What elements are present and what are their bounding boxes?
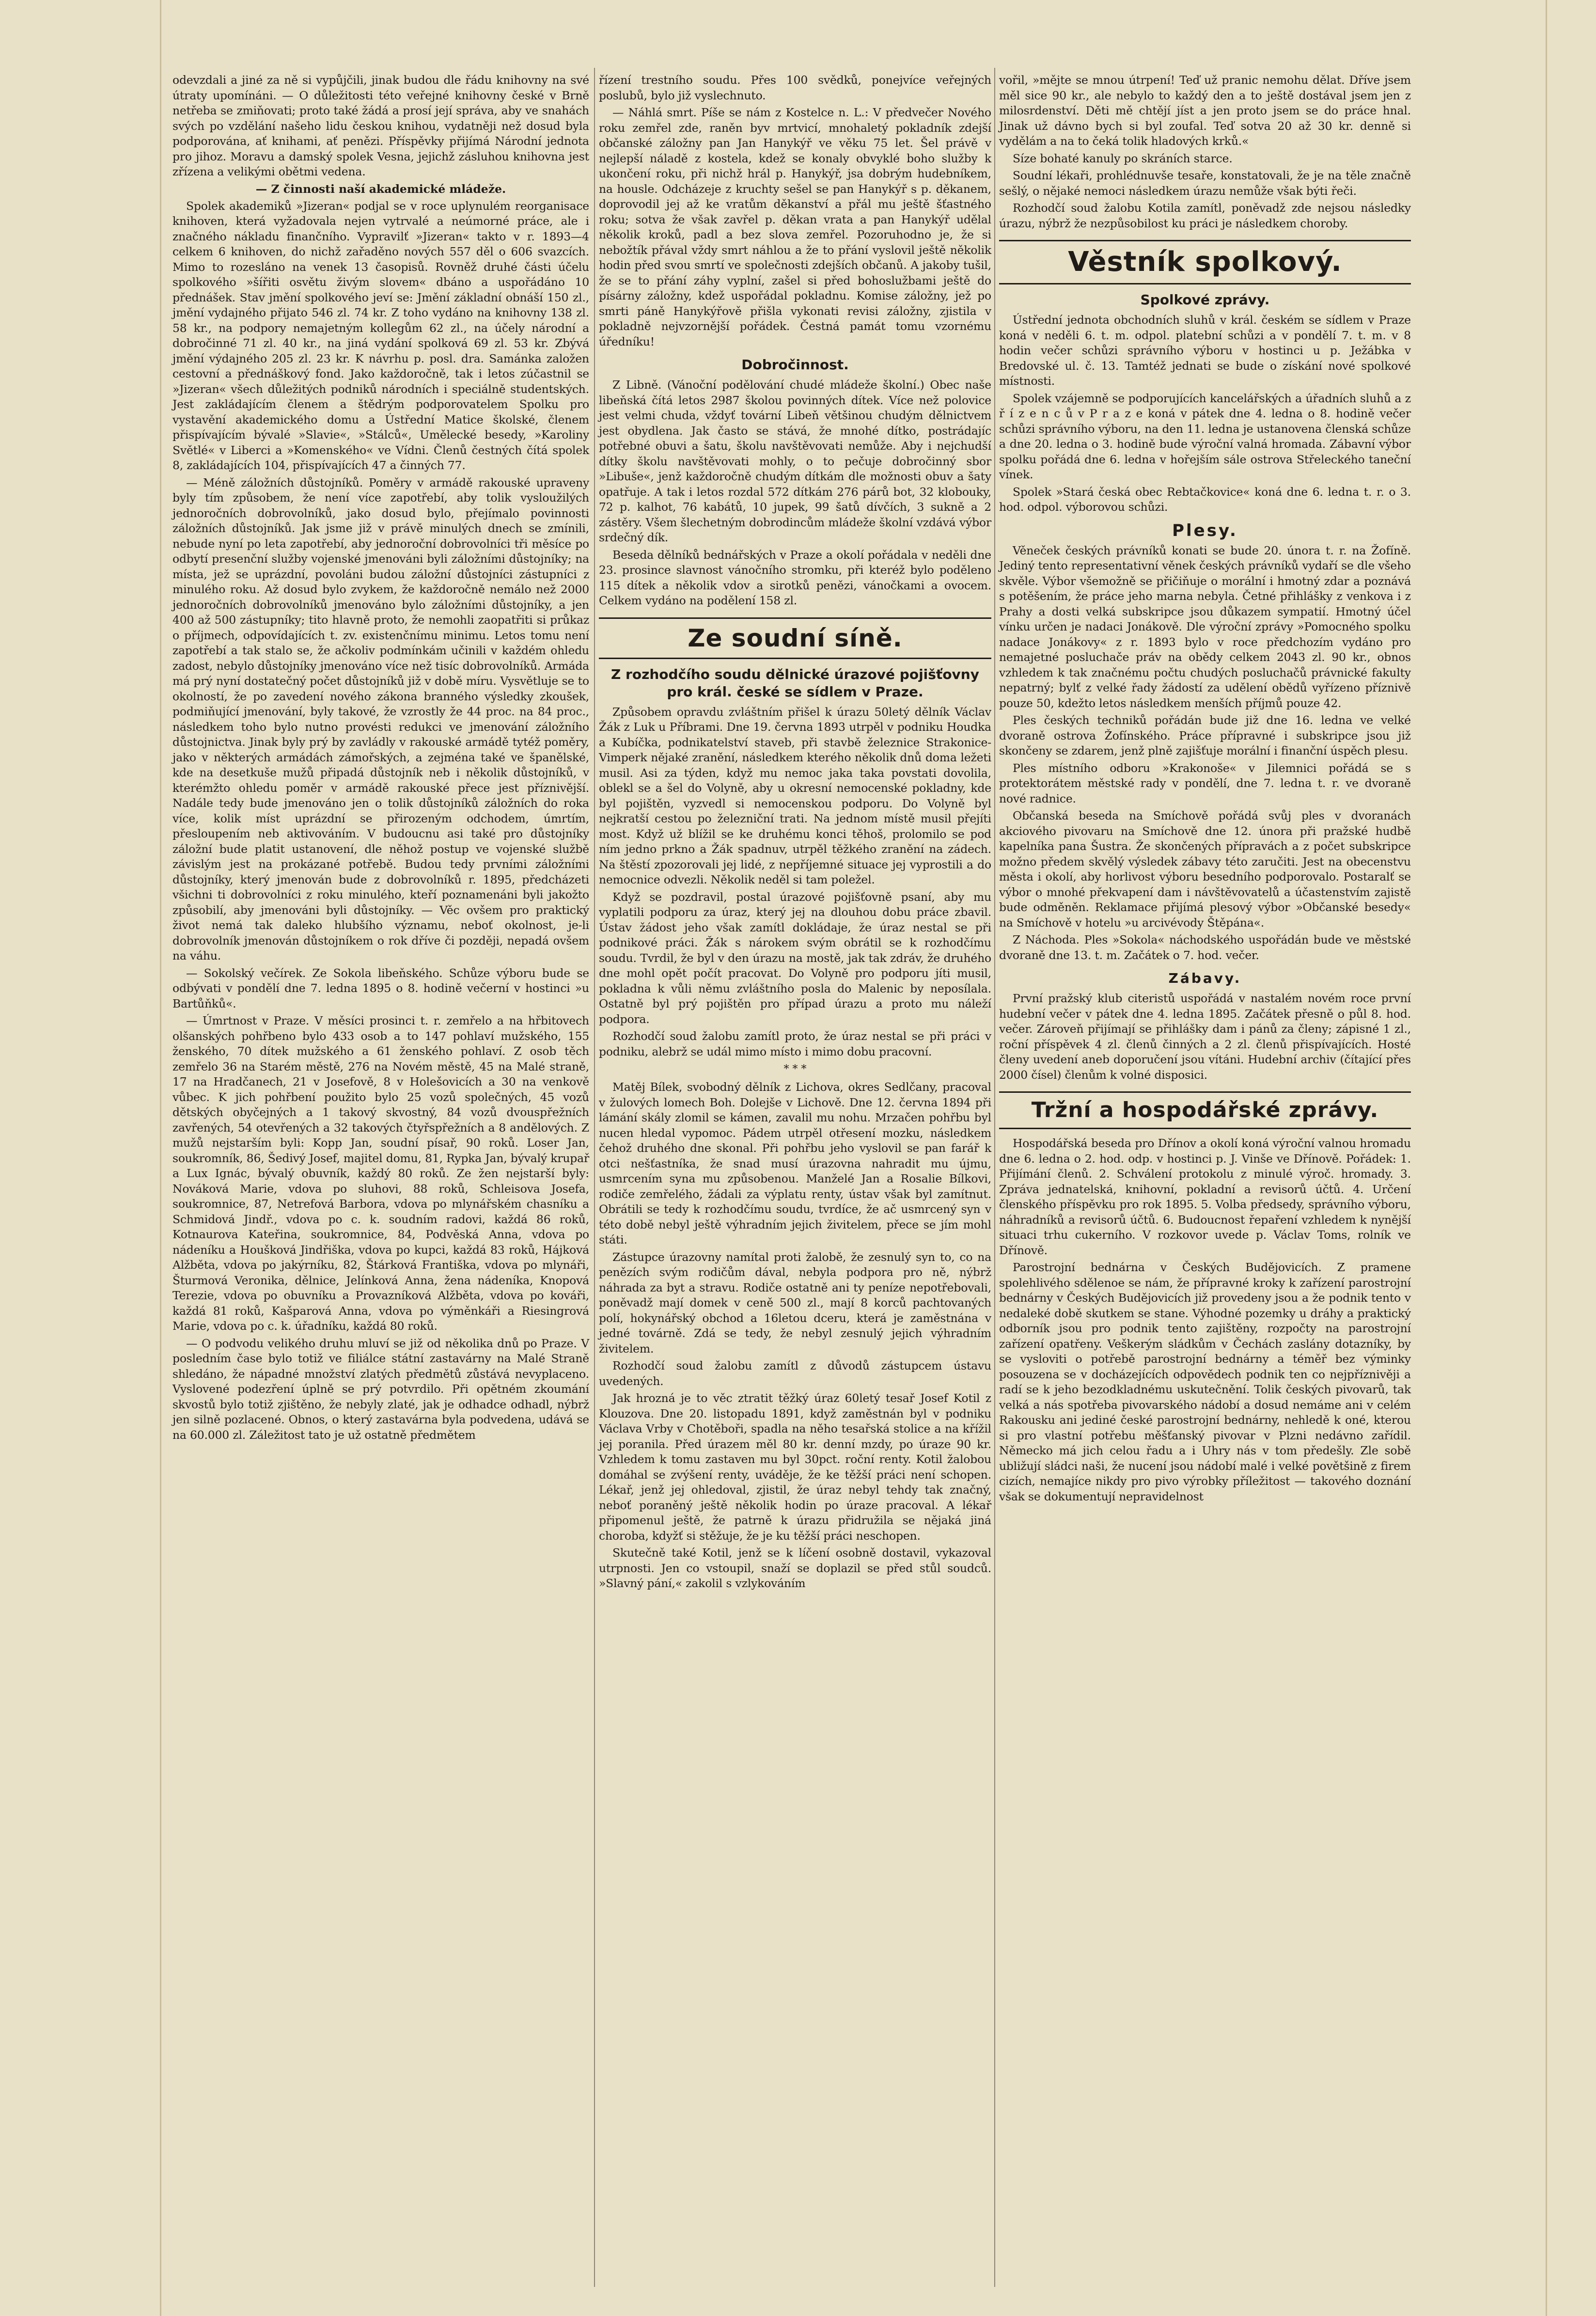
paragraph: Občanská beseda na Smíchově pořádá svůj ples v dvoranách akciového pivovaru na Smíchově dne 12. února při pražské hudbě kapelníka pana Šustra. Že skončených přípravách a z počet subskripce možno předem skvělý výsledek zábavy této zaručiti. Jest na obecenstvu města i okolí, aby horlivost výboru besedního podporovalo. Postaralť se výbor o mnohé překvapení dam i návštěvovatelů a účastenstvím zajistě bude odměněn. Reklamace přijímá plesový výbor »Občanské besedy« na Smíchově v hotelu »u arcivévody Štěpána«. [999, 809, 1411, 930]
page-fold-left [160, 0, 161, 2316]
paragraph: Zástupce úrazovny namítal proti žalobě, že zesnulý syn to, co na penězích svým rodičům dával, nebyla podpora pro ně, nýbrž náhrada za byt a stravu. Rodiče ostatně ani ty peníze nepotřebovali, poněvadž mají domek v ceně 500 zl., mají 8 korců pachtovaných polí, hokynářský obchod a 16letou dceru, která je zaměstnána v jedné továrně. Zdá se tedy, že nebyl zesnulý jejich výhradním živitelem. [599, 1250, 991, 1355]
paragraph: Soudní lékaři, prohlédnuvše tesaře, konstatovali, že je na těle značně sešlý, o nějaké nemoci následkem úrazu nemůže však býti řeči. [999, 169, 1411, 198]
paragraph: Skutečně také Kotil, jenž se k líčení osobně dostavil, vykazoval utrpnosti. Jen co vstoupil, snaží se doplazil se před stůl soudců. »Slavný pání,« zakolil s vzlykováním [599, 1546, 991, 1590]
paragraph: Z Libně. (Vánoční podělování chudé mládeže školní.) Obec naše libeňská čítá letos 2987 školou povinných dítek. Více než polovice jest velmi chuda, vždyť tovární Libeň většinou chudým dělnictvem jest obydlena. Jak často se stává, že mnohé dítko, postrádajíc potřebné obuvi a šatu, školu navštěvovati nemůže. Aby i nejchudší dítky školu navštěvovati mohly, o to pečuje dobročinný sbor »Libuše«, jenž každoročně chudým dítkám dle možnosti obuv a šaty opatřuje. A tak i letos rozdal 572 dítkám 276 párů bot, 32 klobouky, 72 p. kalhot, 76 kabátů, 10 jupek, 99 šatů dívčích, 3 sukně a 2 zástěry. Všem šlechetným dobrodincům mládeže školní vzdává výbor srdečný dík. [599, 378, 991, 544]
paragraph: odevzdali a jiné za ně si vypůjčili, jinak budou dle řádu knihovny na své útraty upomínáni. — O důležitosti této veřejné knihovny české v Brně netřeba se zmiňovati; proto také žádá a prosí její správa, aby ve snahách svých po vzdělání našeho lidu českou knihou, vydatněji než dosud byla podporována, ať knihami, ať penězi. Příspěvky přijímá Národní jednota pro jihoz. Moravu a damský spolek Vesna, jejichž zásluhou knihovna jest zřízena a velikými obětmi vedena. [172, 73, 589, 178]
paragraph: Parostrojní bednárna v Českých Budějovicích. Z pramene spolehlivého sdělenoe se nám, že přípravné kroky k zařízení parostrojní bednárny v Českých Budějovicích již provedeny jsou a že podnik tento v nedaleké době skutkem se stane. Výhodné pozemky u dráhy a praktický odborník jsou pro podnik tento zajištěny, rozpočty na parostrojní zařízení opatřeny. Veškerým sládkům v Čechách zaslány dotazníky, by se vysloviti o potřebě parostrojní bednárny a téměř bez výminky posouzena se v docházejících odpovědech podnik ten co nejpříznivěji a radí se k jeho bezodkladnému uskutečnění. Tolik českých pivovarů, tak velká a nás spotřeba pivovarského nádobí a dosud nemáme ani v celém Rakousku ani jediné české parostrojní bednárny, nehledě k oné, kterou si pro vlastní potřebu měšťanský pivovar v Plzni nedávno zařídil. Německo má jich celou řadu a i Uhry nás v tom předešly. Zle sobě ubližují sládci naši, že nucení jsou nádobí malé i velké povětšině z firem cizích, nemajíce nikdy pro pivo výrobky příležitost — takového doznání však se dokumentují nepravidelnost [999, 1260, 1411, 1503]
column-1 [172, 73, 589, 1445]
column-2 [599, 73, 991, 1593]
paragraph: Spolek akademiků »Jizeran« podjal se v roce uplynulém reorganisace knihoven, která vyžadovala nejen vytrvalé a neúmorné práce, ale i značného nákladu finančního. Vypravilť »Jizeran« takto v r. 1893—4 celkem 6 knihoven, do nichž zařaděno nových 557 děl o 606 svazcích. Mimo to rozesláno na venek 13 časopisů. Rovněž druhé části účelu spolkového »šířiti osvětu živým slovem« dbáno a uspořádáno 10 přednášek. Stav jmění spolkového jeví se: Jmění základní obnáší 150 zl., jmění vydajného přijato 546 zl. 74 kr. Z toho vydáno na knihovny 138 zl. 58 kr., na podpory nemajetným kollegům 62 zl., na účely národní a dobročinné 71 zl. 40 kr., na jiná vydání spolková 69 zl. 53 kr. Zbývá jmění výdajného 205 zl. 23 kr. K návrhu p. posl. dra. Samánka založen cestovní a přednáškový fond. Jako každoročně, tak i letos zúčastnil se »Jizeran« všech důležitých podniků národních i speciálně studentských. Jest zakládajícím členem a štědrým podporovatelem Spolku pro vystavění akademického domu a Ústřední Matice školské, členem přispívajícím bývalé »Slavie«, »Stálců«, Umělecké besedy, »Karoliny Světlé« v Liberci a »Komenského« ve Vídni. Členů čestných čítá spolek 8, zakládajících 104, přispívajících 47 a činných 77. [172, 199, 589, 472]
paragraph: Rozhodčí soud žalobu Kotila zamítl, poněvadž zde nejsou následky úrazu, nýbrž že nezpůsobilost ku práci je následkem choroby. [999, 201, 1411, 230]
paragraph: řízení trestního soudu. Přes 100 svědků, ponejvíce veřejných poslubů, bylo již vyslechnuto. [599, 73, 991, 102]
paragraph: — Méně záložních důstojníků. Poměry v armádě rakouské upraveny byly tím způsobem, že není více zapotřebí, aby tolik vysloužilých jednoročních dobrovolníků, jako dosud bylo, přejímalo povinnosti záložních důstojníků. Jak jsme již v právě minulých dnech se zmínili, nebude nyní po leta zapotřebí, aby jednoroční dobrovolníci tři měsíce po odbytí presenční služby vojenské jmenováni byli záložními důstojníky; na místa, jež se uprázdní, povoláni budou záložní důstojníci zástupníci z minulého roku. Až dosud bylo zvykem, že každoročně nemálo než 2000 jednoročních dobrovolníků jmenováno bylo záložními důstojníky, a jen 400 až 500 zástupníky; tito hlavně proto, že nemohli zaopatřiti si průkaz o příjmech, odpovídajících t. zv. existenčnímu minimu. Letos tomu není zapotřebí a tak stalo se, že ačkoliv podmínkám učinili v každém ohledu zadost, nebylo důstojníky jmenováno více než tisíc dobrovolníků. Armáda má prý nyní dostatečný počet důstojníků již v době míru. Vysvětluje se to okolností, že po zavedení nového zákona branného výsledky zkoušek, podmiňující jmenování, byly takové, že vzrostly že 44 proc. na 84 proc., následkem toho bylo nutno provésti redukci ve jmenování záložního důstojnictva. Jinak byly prý by zavládly v rakouské armádě tytéž poměry, jako v některých armádách zámořských, a zejména také ve španělské, kde na desetkuše mužů připadá důstojník neb i několik důstojníků, v kterémžto ohledu poměr v armádě rakouské přece jest příznivější. Nadále tedy bude jmenováno jen o tolik důstojníků záložních do roka více, kolik míst uprázdní se přirozeným odchodem, úmrtím, přesloupením neb aktivováním. V budoucnu asi také pro důstojníky záložní bude platit ustanovení, dle něhož postup ve vojenské službě závislým jest na prokázané potřebě. Budou tedy prvními záložními důstojníky, který jmenován bude z dobrovolníků r. 1895, předcházeti všichni ti dobrovolníci z roku minulého, kteří poznamenáni byli jakožto způsobilí, aby jmenováni byli důstojníky. — Věc ovšem pro praktický život nemá tak daleko hlubšího významu, neboť okolnost, je-li dobrovolník jmenován důstojníkem o rok dříve či později, nepadá ovšem na váhu. [172, 475, 589, 962]
paragraph: Ples místního odboru »Krakonoše« v Jilemnici pořádá se s protektorátem městské rady v pondělí, dne 7. ledna t. r. ve dvoraně nové radnice. [999, 761, 1411, 805]
paragraph: Rozhodčí soud žalobu zamítl z důvodů zástupcem ústavu uvedených. [599, 1359, 991, 1388]
section-banner: Tržní a hospodářské zprávy. [999, 1091, 1411, 1129]
paragraph: vořil, »mějte se mnou útrpení! Teď už pranic nemohu dělat. Dříve jsem měl sice 90 kr., ale nebylo to každý den a to ještě dostával jsem jen z milosrdenství. Děti mě chtějí jíst a jen proto jsem se do práce hnal. Jinak už dávno bych si byl zoufal. Teď sotva 20 až 30 kr. denně si vydělám a na to čeká tolik hladových krků.« [999, 73, 1411, 148]
paragraph: Způsobem opravdu zvláštním přišel k úrazu 50letý dělník Václav Žák z Luk u Příbrami. Dne 19. června 1893 utrpěl v podniku Houdka a Kubíčka, podnikatelství staveb, při stavbě železnice Strakonice-Vimperk nějaké zranění, následkem kterého několik dnů doma ležeti musil. Asi za týden, když mu nemoc jaka taka povstati dovolila, oblekl se a šel do Volyně, aby u okresní nemocenské pokladny, kde byl pojištěn, vyzvedl si nemocenskou podporu. Do Volyně byl nejkratší cestou po železniční trati. Na jednom místě musil přejíti most. Když už blížil se ke druhému konci těhoš, prolomilo se pod ním jedno prkno a Žák spadnuv, utrpěl těžkého zranění na zádech. Na štěstí zpozorovali jej lidé, z nepříjemné situace jej vyprostili a do nemocnice odvezli. Několik neděl si tam poležel. [599, 705, 991, 886]
separator-stars: * * * [783, 1063, 807, 1075]
paragraph: — Sokolský večírek. Ze Sokola libeňského. Schůze výboru bude se odbývati v pondělí dne 7. ledna 1895 o 8. hodině večerní v hostinci »u Bartůňků«. [172, 966, 589, 1010]
section-heading: Dobročinnost. [741, 357, 849, 373]
paragraph: Síze bohaté kanuly po skráních starce. [1013, 151, 1233, 165]
page-fold-right [1546, 0, 1547, 2316]
section-heading: Spolkové zprávy. [1140, 292, 1270, 308]
paragraph: Když se pozdravil, postal úrazové pojišťovně psaní, aby mu vyplatili podporu za úraz, který jej na dlouhou dobu práce zbavil. Ústav žádost jeho však zamítl dokládaje, že úraz nestal se při podnikové práci. Žák s nárokem svým obrátil se k rozhodčímu soudu. Tvrdil, že byl v den úrazu na mostě, jak tak zdráv, že druhého dne mohl opět počít pracovat. Do Volyně pro podporu jíti musil, pokladna k vůli němu zvláštního posla do Malenic by neposílala. Ostatně byl prý pojištěn pro případ úrazu a proto mu náleží podpora. [599, 890, 991, 1026]
column-rule-1 [594, 68, 595, 2287]
paragraph: Spolek »Stará česká obec Rebtačkovice« koná dne 6. ledna t. r. o 3. hod. odpol. výborovou schůzi. [999, 485, 1411, 514]
column-3 [999, 73, 1411, 1506]
column-rule-2 [994, 68, 995, 2287]
section-banner: Ze soudní síně. [599, 617, 991, 659]
paragraph: — O podvodu velikého druhu mluví se již od několika dnů po Praze. V posledním čase bylo totiž ve filiálce státní zastavárny na Malé Straně shledáno, že nápadné množství zlatých předmětů zůstává nevyplaceno. Vyslovené podezření úplně se prý potvrdilo. Při opětném zkoumání skvostů bylo totiž zjištěno, že nebyly zlaté, jak je odhadce odhadl, nýbrž jen silně pozlacené. Obnos, o který zastavárna byla podvedena, udává se na 60.000 zl. Záležitost tato je už ostatně předmětem [172, 1336, 589, 1442]
section-banner: Věstník spolkový. [999, 240, 1411, 284]
paragraph: — Náhlá smrt. Píše se nám z Kostelce n. L.: V předvečer Nového roku zemřel zde, raněn byv mrtvicí, mnohaletý pokladník zdejší občanské záložny pan Jan Hanykýř ve věku 75 let. Šel právě v nejlepší náladě z kostela, kdež se konaly obvyklé boho služby k ukončení roku, při nichž hrál p. Hanykýř, jsa dobrým hudebníkem, na housle. Odcházeje z kruchty sešel se pan Hanykýř s p. děkanem, doprovodil jej až ke vratům děkanství a přál mu ještě šťastného roku; sotva že však zavřel p. děkan vrata a pan Hanykýř udělal několik kroků, padl a bez slova zemřel. Pozoruhodno je, že si nebožtík přával vždy smrt náhlou a že to přání vyslovil ještě několik hodin před svou smrtí ve společnosti zdejších občanů. A jakoby tušil, že se to přání záhy vyplní, zašel si před bohoslužbami ještě do písárny záložny, kdež uspořádal pokladnu. Komise záložny, jež po smrti páně Hanykýřově přišla vykonati revisi záložny, zjistila v pokladně nejvzornější pořádek. Čestná památ tomu vzornému úředníku! [599, 106, 991, 348]
paragraph: Ústřední jednota obchodních sluhů v král. českém se sídlem v Praze koná v neděli 6. t. m. odpol. platební schůzi a v pondělí 7. t. m. v 8 hodin večer schůzi správního výboru v hostinci u p. Ježábka v Bredovské ul. č. 13. Tamtéž jednati se bude o získání nové spolkové místnosti. [999, 313, 1411, 388]
paragraph: Matěj Bílek, svobodný dělník z Lichova, okres Sedlčany, pracoval v žulových lomech Boh. Dolejše v Lichově. Dne 12. června 1894 při lámání skály zlomil se kámen, zavalil mu nohu. Mrzačen pohřbu byl nucen hledal vypomoc. Pádem utrpěl otřesení mozku, následkem čehož druhého dne skonal. Při pohřbu jeho vyslovil se pan farář k otci nešťastníka, že snad musí úrazovna nahradit mu újmu, usmrcením syna mu způsobenou. Manželé Jan a Rosalie Bílkovi, rodiče zemřelého, žádali za výplatu renty, ústav však byl zamítnut. Obrátili se tedy k rozhodčímu soudu, tvrdíce, že ač usmrcený syn v této době nebyl ještě výhradním jejich živitelem, přece se jím mohl státi. [599, 1080, 991, 1246]
paragraph: — Úmrtnost v Praze. V měsíci prosinci t. r. zemřelo a na hřbitovech olšanských pohřbeno bylo 433 osob a to 147 pohlaví mužského, 155 ženského, 70 dítek mužského a 61 ženského pohlaví. Z osob těch zemřelo 36 na Starém městě, 276 na Novém městě, 45 na Malé straně, 17 na Hradčanech, 21 v Josefově, 8 v Holešovicích a 30 na venkově vůbec. K jich pohřbení použito bylo 25 vozů společných, 45 vozů dětských obyčejných a 1 takový skvostný, 84 vozů dvouspřežních zavřených, 54 otevřených a 32 takových čtyřspřežních a 8 andělových. Z mužů nejstarším byli: Kopp Jan, soudní písař, 90 roků. Loser Jan, soukromník, 86, Šedivý Josef, majitel domu, 81, Rypka Jan, bývalý krupař a Lux Ignác, bývalý obuvník, každý 80 roků. Ze žen nejstarší byly: Nováková Marie, vdova po sluhovi, 88 roků, Schleisova Josefa, soukromnice, 87, Netrefová Barbora, vdova po mlynářském chasníku a Schmidová Jindř., vdova po c. k. soudním radovi, každá 86 roků, Kotnaurova Kateřina, soukromnice, 84, Podvěská Anna, vdova po nádeníku a Houšková Jindřiška, vdova po kupci, každá 83 roků, Hájková Alžběta, vdova po jakýrníku, 82, Štárková Františka, vdova po mlynáři, Šturmová Veronika, dělnice, Jelínková Anna, žena nádeníka, Knopová Terezie, vdova po obuvníku a Provazníková Alžběta, vdova po kováři, každá 81 roků, Kašparová Anna, vdova po výměnkáři a Riesingrová Marie, vdova po c. k. úřadníku, každá 80 roků. [172, 1014, 589, 1333]
paragraph: Ples českých techniků pořádán bude již dne 16. ledna ve velké dvoraně ostrova Žofínského. Práce přípravné i subskripce jsou již skončeny se zdarem, jenž plně zajišťuje morální i finanční úspěch plesu. [999, 713, 1411, 757]
paragraph: Beseda dělníků bednářských v Praze a okolí pořádala v neděli dne 23. prosince slavnost vánočního stromku, při kteréž bylo poděleno 115 dítek a několik vdov a sirotků penězi, vánočkami a ovocem. Celkem vydáno na podělení 158 zl. [599, 548, 991, 607]
paragraph: Rozhodčí soud žalobu zamítl proto, že úraz nestal se při práci v podniku, alebrž se udál mimo místo i mimo dobu pracovní. [599, 1029, 991, 1058]
paragraph: První pražský klub citeristů uspořádá v nastalém novém roce první hudební večer v pátek dne 4. ledna 1895. Začátek přesně o půl 8. hod. večer. Zároveň přijímají se přihlášky dam i pánů za členy; zápisné 1 zl., roční příspěvek 4 zl. členů činných a 2 zl. členů přispívajících. Hosté členy uvedení aneb doporučení jsou vítáni. Hudební archiv (čítající přes 2000 čísel) členům k volné disposici. [999, 992, 1411, 1082]
section-heading: Plesy. [1172, 520, 1238, 540]
paragraph: Hospodářská beseda pro Dřínov a okolí koná výroční valnou hromadu dne 6. ledna o 2. hod. odp. v hostinci p. J. Vinše ve Dřínově. Pořádek: 1. Přijímání členů. 2. Schválení protokolu z minulé výroč. hromady. 3. Zpráva jednatelská, knihovní, pokladní a revisorů účtů. 4. Určení členského příspěvku pro rok 1895. 5. Volba předsedy, správního výboru, náhradníků a revisorů účtů. 6. Budoucnost řepaření vzhledem k nynější situaci trhu cukerního. V rozkovor uvede p. Václav Toms, rolník ve Dřínově. [999, 1136, 1411, 1257]
section-heading: Zábavy. [1168, 970, 1242, 986]
paragraph: Spolek vzájemně se podporujících kancelářských a úřadních sluhů a z ř í z e n c ů v P r a z e koná v pátek dne 4. ledna o 8. hodině večer schůzi správního výboru, na den 11. ledna je ustanovena členská schůze a dne 20. ledna o 3. hodině bude výroční valná hromada. Zábavní výbor spolku pořádá dne 6. ledna v hořejším sále ostrova Střeleckého taneční vínek. [999, 391, 1411, 481]
article-heading: Z rozhodčího soudu dělnické úrazové pojišťovny pro král. české se sídlem v Praze. [610, 666, 979, 700]
paragraph: Jak hrozná je to věc ztratit těžký úraz 60letý tesař Josef Kotil z Klouzova. Dne 20. listopadu 1891, když zaměstnán byl v podniku Václava Vrby v Chotěboři, spadla na něho tesařská stolice a na křížil jej poranila. Před úrazem měl 80 kr. denní mzdy, po úraze 90 kr. Vzhledem k tomu zastaven mu byl 30pct. roční renty. Kotil žalobou domáhal se zvýšení renty, uváděje, že ke těžší práci není schopen. Lékař, jenž jej ohledoval, zjistil, že úraz nebyl tehdy tak značný, neboť poraněný ještě několik hodin po úraze pracoval. A lékař připomenul ještě, že patrně k úrazu přidružila se nějaká jiná choroba, kdyžť si stěžuje, že je ku těžší práci neschopen. [599, 1391, 991, 1543]
section-heading: — Z činnosti naší akademické mládeže. [255, 182, 506, 196]
paragraph: Z Náchoda. Ples »Sokola« náchodského uspořádán bude ve městské dvoraně dne 13. t. m. Začátek o 7. hod. večer. [999, 933, 1411, 962]
paragraph: Věneček českých právníků konati se bude 20. února t. r. na Žofíně. Jediný tento representativní věnek českých právníků vydaří se dle všeho skvěle. Výbor všemožně se přičiňuje o morální i hmotný zdar a poznává s potěšením, že práce jeho marna nebyla. Četné přihlášky z venkova i z Prahy a dosti velká subskripce jsou důkazem sympatií. Hmotný účel vínku určen je nadaci Jonákově. Dle výroční zprávy »Pomocného spolku nadace Jonákovy« z r. 1893 bylo v roce předchozím vydáno pro nemajetné posluchače práv na obědy celkem 2043 zl. 90 kr., obnos vzhledem k tak značnému počtu chudých posluchačů právnické fakulty nepatrný; bylť z velké řady žádostí za udělení obědů vyřízeno příznivě pouze 50, kdežto letos následkem menších příjmů pouze 42. [999, 543, 1411, 710]
